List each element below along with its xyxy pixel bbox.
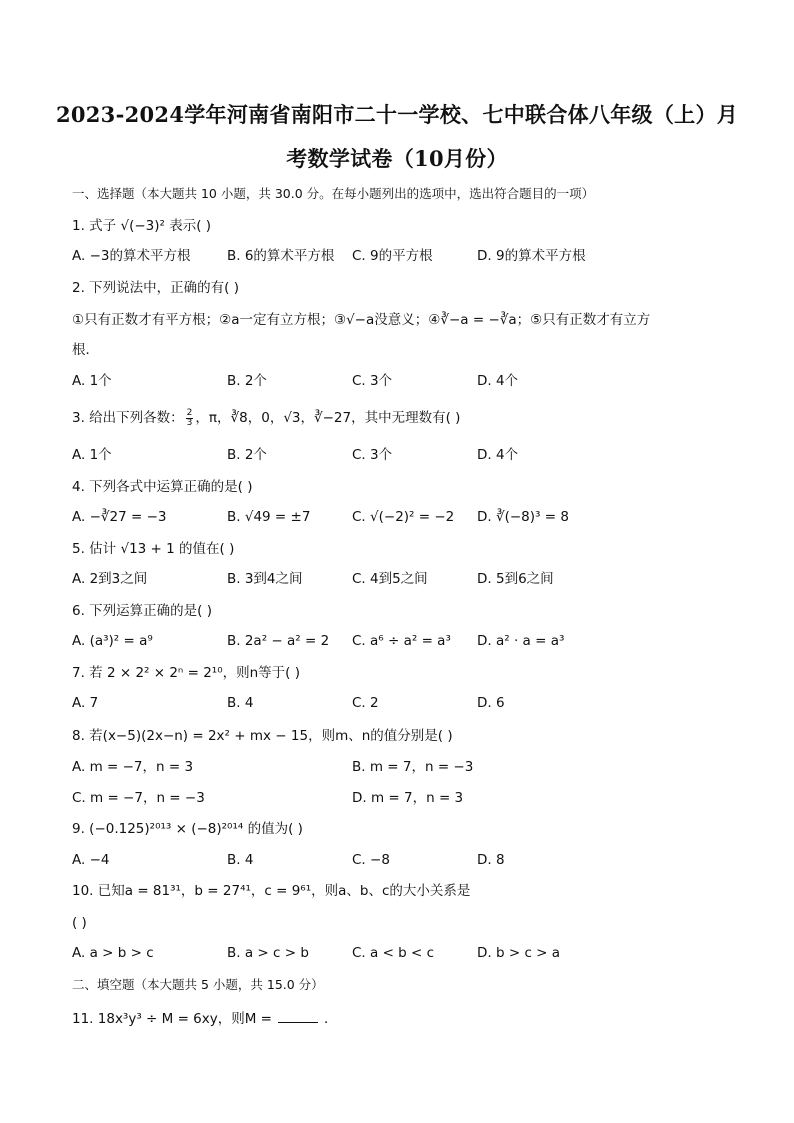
question-2-option-a: A. 1个 <box>72 373 112 389</box>
question-5-option-d: D. 5到6之间 <box>477 571 554 587</box>
question-9-option-b: B. 4 <box>227 852 254 868</box>
question-6-stem: 6. 下列运算正确的是( ) <box>72 603 212 619</box>
question-6-option-c: C. a⁶ ÷ a² = a³ <box>352 633 451 649</box>
question-7-option-c: C. 2 <box>352 695 379 711</box>
question-10-option-d: D. b > c > a <box>477 945 561 961</box>
question-3-stem-prefix: 3. 给出下列各数： <box>72 410 184 426</box>
question-2-statements: ①只有正数才有平方根；②a一定有立方根；③√−a没意义；④∛−a = −∛a；⑤只有正数才有立方 <box>72 312 651 328</box>
question-2-option-c: C. 3个 <box>352 373 393 389</box>
question-3-stem-suffix: ，π，∛8，0，√3，∛−27，其中无理数有( ) <box>195 410 461 426</box>
question-7-option-d: D. 6 <box>477 695 505 711</box>
question-8-option-d: D. m = 7，n = 3 <box>352 790 464 806</box>
question-7-option-b: B. 4 <box>227 695 254 711</box>
question-2-option-b: B. 2个 <box>227 373 267 389</box>
exam-title-line2: 考数学试卷（10月份） <box>286 146 508 171</box>
question-7-option-a: A. 7 <box>72 695 99 711</box>
question-7-stem: 7. 若 2 × 2² × 2ⁿ = 2¹⁰，则n等于( ) <box>72 665 300 681</box>
question-5-option-a: A. 2到3之间 <box>72 571 148 587</box>
question-3-option-a: A. 1个 <box>72 447 112 463</box>
question-4-option-c: C. √(−2)² = −2 <box>352 509 455 525</box>
question-11-stem-suffix: ． <box>324 1011 338 1027</box>
question-10-stem: 10. 已知a = 81³¹，b = 27⁴¹，c = 9⁶¹，则a、b、c的大小关系是 <box>72 883 471 899</box>
question-9-option-a: A. −4 <box>72 852 110 868</box>
question-9-option-c: C. −8 <box>352 852 390 868</box>
question-9-option-d: D. 8 <box>477 852 505 868</box>
section-choice-header: 一、选择题（本大题共 10 小题，共 30.0 分。在每小题列出的选项中，选出符合题目的一项） <box>72 186 595 201</box>
question-6-option-b: B. 2a² − a² = 2 <box>227 633 330 649</box>
question-4-option-a: A. −∛27 = −3 <box>72 509 167 525</box>
question-10-option-a: A. a > b > c <box>72 945 154 961</box>
fraction-numerator: 2 <box>186 407 193 418</box>
question-3-option-b: B. 2个 <box>227 447 267 463</box>
question-8-option-c: C. m = −7，n = −3 <box>72 790 205 806</box>
question-6-option-d: D. a² · a = a³ <box>477 633 565 649</box>
question-9-stem: 9. (−0.125)²⁰¹³ × (−8)²⁰¹⁴ 的值为( ) <box>72 821 303 837</box>
question-6-option-a: A. (a³)² = a⁹ <box>72 633 153 649</box>
fraction-denominator: 3 <box>186 417 193 428</box>
question-2-statements-cont: 根． <box>72 342 99 358</box>
question-5-option-c: C. 4到5之间 <box>352 571 428 587</box>
question-1-option-b: B. 6的算术平方根 <box>227 248 335 264</box>
question-10-option-c: C. a < b < c <box>352 945 435 961</box>
question-5-option-b: B. 3到4之间 <box>227 571 303 587</box>
question-1-option-c: C. 9的平方根 <box>352 248 433 264</box>
question-3-option-c: C. 3个 <box>352 447 393 463</box>
question-1-stem: 1. 式子 √(−3)² 表示( ) <box>72 218 212 234</box>
question-5-stem: 5. 估计 √13 + 1 的值在( ) <box>72 541 235 557</box>
fraction-two-thirds <box>186 409 194 428</box>
question-1-option-a: A. −3的算术平方根 <box>72 248 191 264</box>
section-fill-header: 二、填空题（本大题共 5 小题，共 15.0 分） <box>72 977 324 992</box>
answer-blank[interactable] <box>278 1008 318 1023</box>
question-3-stem <box>72 408 732 428</box>
question-3-option-d: D. 4个 <box>477 447 519 463</box>
question-8-option-a: A. m = −7，n = 3 <box>72 759 194 775</box>
question-10-stem-paren: ( ) <box>72 915 87 931</box>
question-8-option-b: B. m = 7，n = −3 <box>352 759 474 775</box>
question-2-option-d: D. 4个 <box>477 373 519 389</box>
question-11-stem <box>72 1008 732 1029</box>
question-4-stem: 4. 下列各式中运算正确的是( ) <box>72 479 253 495</box>
question-11-stem-prefix: 11. 18x³y³ ÷ M = 6xy，则M = <box>72 1011 272 1027</box>
question-10-option-b: B. a > c > b <box>227 945 309 961</box>
question-4-option-d: D. ∛(−8)³ = 8 <box>477 509 569 525</box>
question-1-option-d: D. 9的算术平方根 <box>477 248 586 264</box>
question-8-stem: 8. 若(x−5)(2x−n) = 2x² + mx − 15，则m、n的值分别是( ) <box>72 728 453 744</box>
question-4-option-b: B. √49 = ±7 <box>227 509 311 525</box>
exam-title-line1: 2023-2024学年河南省南阳市二十一学校、七中联合体八年级（上）月 <box>55 102 739 127</box>
question-2-stem: 2. 下列说法中，正确的有( ) <box>72 280 239 296</box>
